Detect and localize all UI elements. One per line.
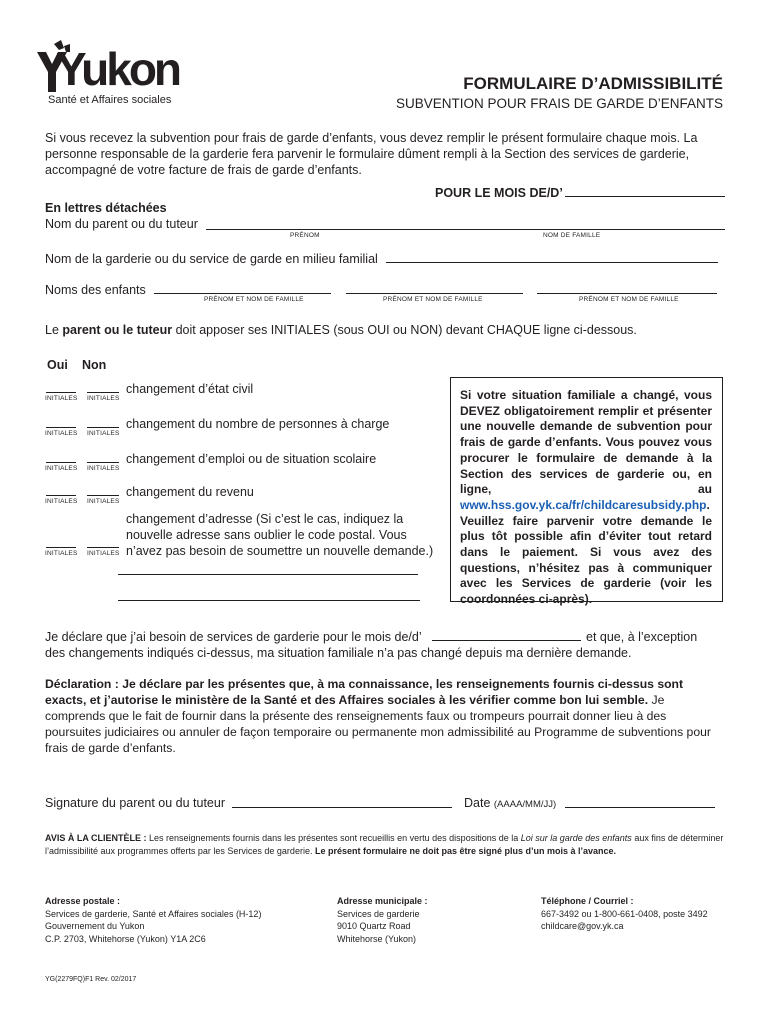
parent-name-field[interactable]	[206, 229, 725, 230]
childcare-subsidy-link[interactable]: www.hss.gov.yk.ca/fr/childcaresubsidy.php	[460, 497, 707, 512]
initiales-caption: INITIALES	[87, 395, 120, 402]
month-field[interactable]	[565, 196, 725, 197]
declare-month-text: Je déclare que j’ai besoin de services de garderie pour le mois de/d’	[45, 630, 422, 644]
notice-text: Si votre situation familiale a changé, vous DEVEZ obligatoirement remplir et présenter une nouvelle demande de subvention pour frais de garde d’enfants. Vous pouvez vous procurer le formulaire de demande à la Section des services de garderie ou, en ligne, au www.hss.gov.yk.ca/fr/childcaresubsidy.php. Veuillez faire parvenir votre demande le plus tôt possible afin d’éviter tout retard dans le paiement. Si vous avez des questions, n’hésitez pas à communiquer avec les Services de garderie (voir les coordonnées ci-après).	[460, 388, 712, 607]
initiales-caption: INITIALES	[87, 465, 120, 472]
initiales-caption: INITIALES	[45, 550, 78, 557]
initiales-caption: INITIALES	[45, 465, 78, 472]
daycare-label: Nom de la garderie ou du service de garde en milieu familial	[45, 252, 378, 266]
logo-brand: Yukon	[56, 43, 180, 95]
parent-name-label: Nom du parent ou du tuteur	[45, 217, 198, 231]
children-label: Noms des enfants	[45, 283, 146, 297]
non-initials-field-1[interactable]	[87, 392, 119, 393]
contact-info: Téléphone / Courriel : 667-3492 ou 1-800-661-0408, poste 3492 childcare@gov.yk.ca	[541, 896, 708, 931]
child-name-caption-1: PRÉNOM ET NOM DE FAMILLE	[204, 296, 304, 303]
change-item-address: changement d’adresse (Si c’est le cas, indiquez la nouvelle adresse sans oublier le code postal. Vous n’avez pas besoin de soumettre un nouvelle demande.)	[126, 512, 434, 558]
logo-department: Santé et Affaires sociales	[48, 94, 172, 106]
nom-famille-caption: NOM DE FAMILLE	[543, 232, 601, 239]
initiales-caption: INITIALES	[45, 430, 78, 437]
contact-email[interactable]: childcare@gov.yk.ca	[541, 921, 624, 931]
date-label: Date (AAAA/MM/JJ)	[464, 796, 557, 810]
form-title: FORMULAIRE D’ADMISSIBILITÉ	[463, 74, 723, 93]
new-address-field-2[interactable]	[118, 600, 420, 601]
date-field[interactable]	[565, 807, 715, 808]
declare-month-field[interactable]	[432, 640, 581, 641]
declare-status-text: des changements indiqués ci-dessus, ma situation familiale n’a pas changé depuis ma dernière demande.	[45, 646, 632, 660]
form-code: YG(2279FQ)F1 Rev. 02/2017	[45, 976, 137, 983]
oui-initials-field-5[interactable]	[46, 547, 76, 548]
non-initials-field-4[interactable]	[87, 495, 119, 496]
yukon-logo	[34, 40, 180, 110]
oui-initials-field-1[interactable]	[46, 392, 76, 393]
oui-initials-field-4[interactable]	[46, 495, 76, 496]
non-initials-field-3[interactable]	[87, 462, 119, 463]
child-name-field-2[interactable]	[346, 293, 523, 294]
daycare-field[interactable]	[386, 262, 718, 263]
initiales-caption: INITIALES	[45, 395, 78, 402]
child-name-field-1[interactable]	[154, 293, 331, 294]
block-letters-heading: En lettres détachées	[45, 201, 167, 215]
declaration-paragraph: Déclaration : Je déclare par les présentes que, à ma connaissance, les renseignements fournis ci-dessus sont exacts, et j’autorise le ministère de la Santé et des Affaires sociales à les vérifier comme bon lui semble. Je comprends que le fait de fournir dans la présente des renseignements faux ou trompeurs pourrait donner lieu à des poursuites judiciaires ou annuler de façon temporaire ou permanente mon admissibilité au Programme de subventions pour frais de garde d’enfants.	[45, 677, 711, 755]
new-address-field-1[interactable]	[118, 574, 418, 575]
child-name-caption-2: PRÉNOM ET NOM DE FAMILLE	[383, 296, 483, 303]
change-item-2: changement du nombre de personnes à charge	[126, 417, 390, 431]
oui-initials-field-2[interactable]	[46, 427, 76, 428]
signature-label: Signature du parent ou du tuteur	[45, 796, 225, 810]
prenom-caption: PRÉNOM	[290, 232, 320, 239]
non-initials-field-2[interactable]	[87, 427, 119, 428]
signature-field[interactable]	[232, 807, 452, 808]
initiales-caption: INITIALES	[87, 550, 120, 557]
non-header: Non	[82, 358, 107, 372]
oui-initials-field-3[interactable]	[46, 462, 76, 463]
oui-header: Oui	[47, 358, 68, 372]
change-item-3: changement d’emploi ou de situation scolaire	[126, 452, 377, 466]
initials-instruction: Le parent ou le tuteur doit apposer ses INITIALES (sous OUI ou NON) devant CHAQUE ligne ci-dessous.	[45, 323, 637, 337]
month-label: POUR LE MOIS DE/D’	[435, 186, 563, 200]
change-item-1: changement d’état civil	[126, 382, 254, 396]
privacy-notice: AVIS À LA CLIENTÈLE : Les renseignements fournis dans les présentes sont recueillis en vertu des dispositions de la Loi sur la garde des enfants aux fins de déterminer l’admissibilité aux programmes offerts par les Services de garderie. Le présent formulaire ne doit pas être signé plus d’un mois à l’avance.	[45, 833, 724, 856]
non-initials-field-5[interactable]	[87, 547, 119, 548]
child-name-field-3[interactable]	[537, 293, 717, 294]
intro-paragraph: Si vous recevez la subvention pour frais de garde d’enfants, vous devez remplir le présent formulaire chaque mois. La personne responsable de la garderie fera parvenir le formulaire dûment rempli à la Section des services de garderie, accompagné de votre facture de frais de garde d’enfants.	[45, 131, 698, 177]
form-subtitle: SUBVENTION POUR FRAIS DE GARDE D’ENFANTS	[395, 96, 723, 111]
declare-month-text-end: et que, à l’exception	[586, 630, 698, 644]
initiales-caption: INITIALES	[45, 498, 78, 505]
child-name-caption-3: PRÉNOM ET NOM DE FAMILLE	[579, 296, 679, 303]
initiales-caption: INITIALES	[87, 430, 120, 437]
initiales-caption: INITIALES	[87, 498, 120, 505]
change-item-4: changement du revenu	[126, 485, 254, 499]
municipal-address: Adresse municipale : Services de garderie 9010 Quartz Road Whitehorse (Yukon)	[337, 896, 428, 944]
postal-address: Adresse postale : Services de garderie, Santé et Affaires sociales (H-12) Gouvernement du Yukon C.P. 2703, Whitehorse (Yukon) Y1A 2C6	[45, 896, 262, 944]
